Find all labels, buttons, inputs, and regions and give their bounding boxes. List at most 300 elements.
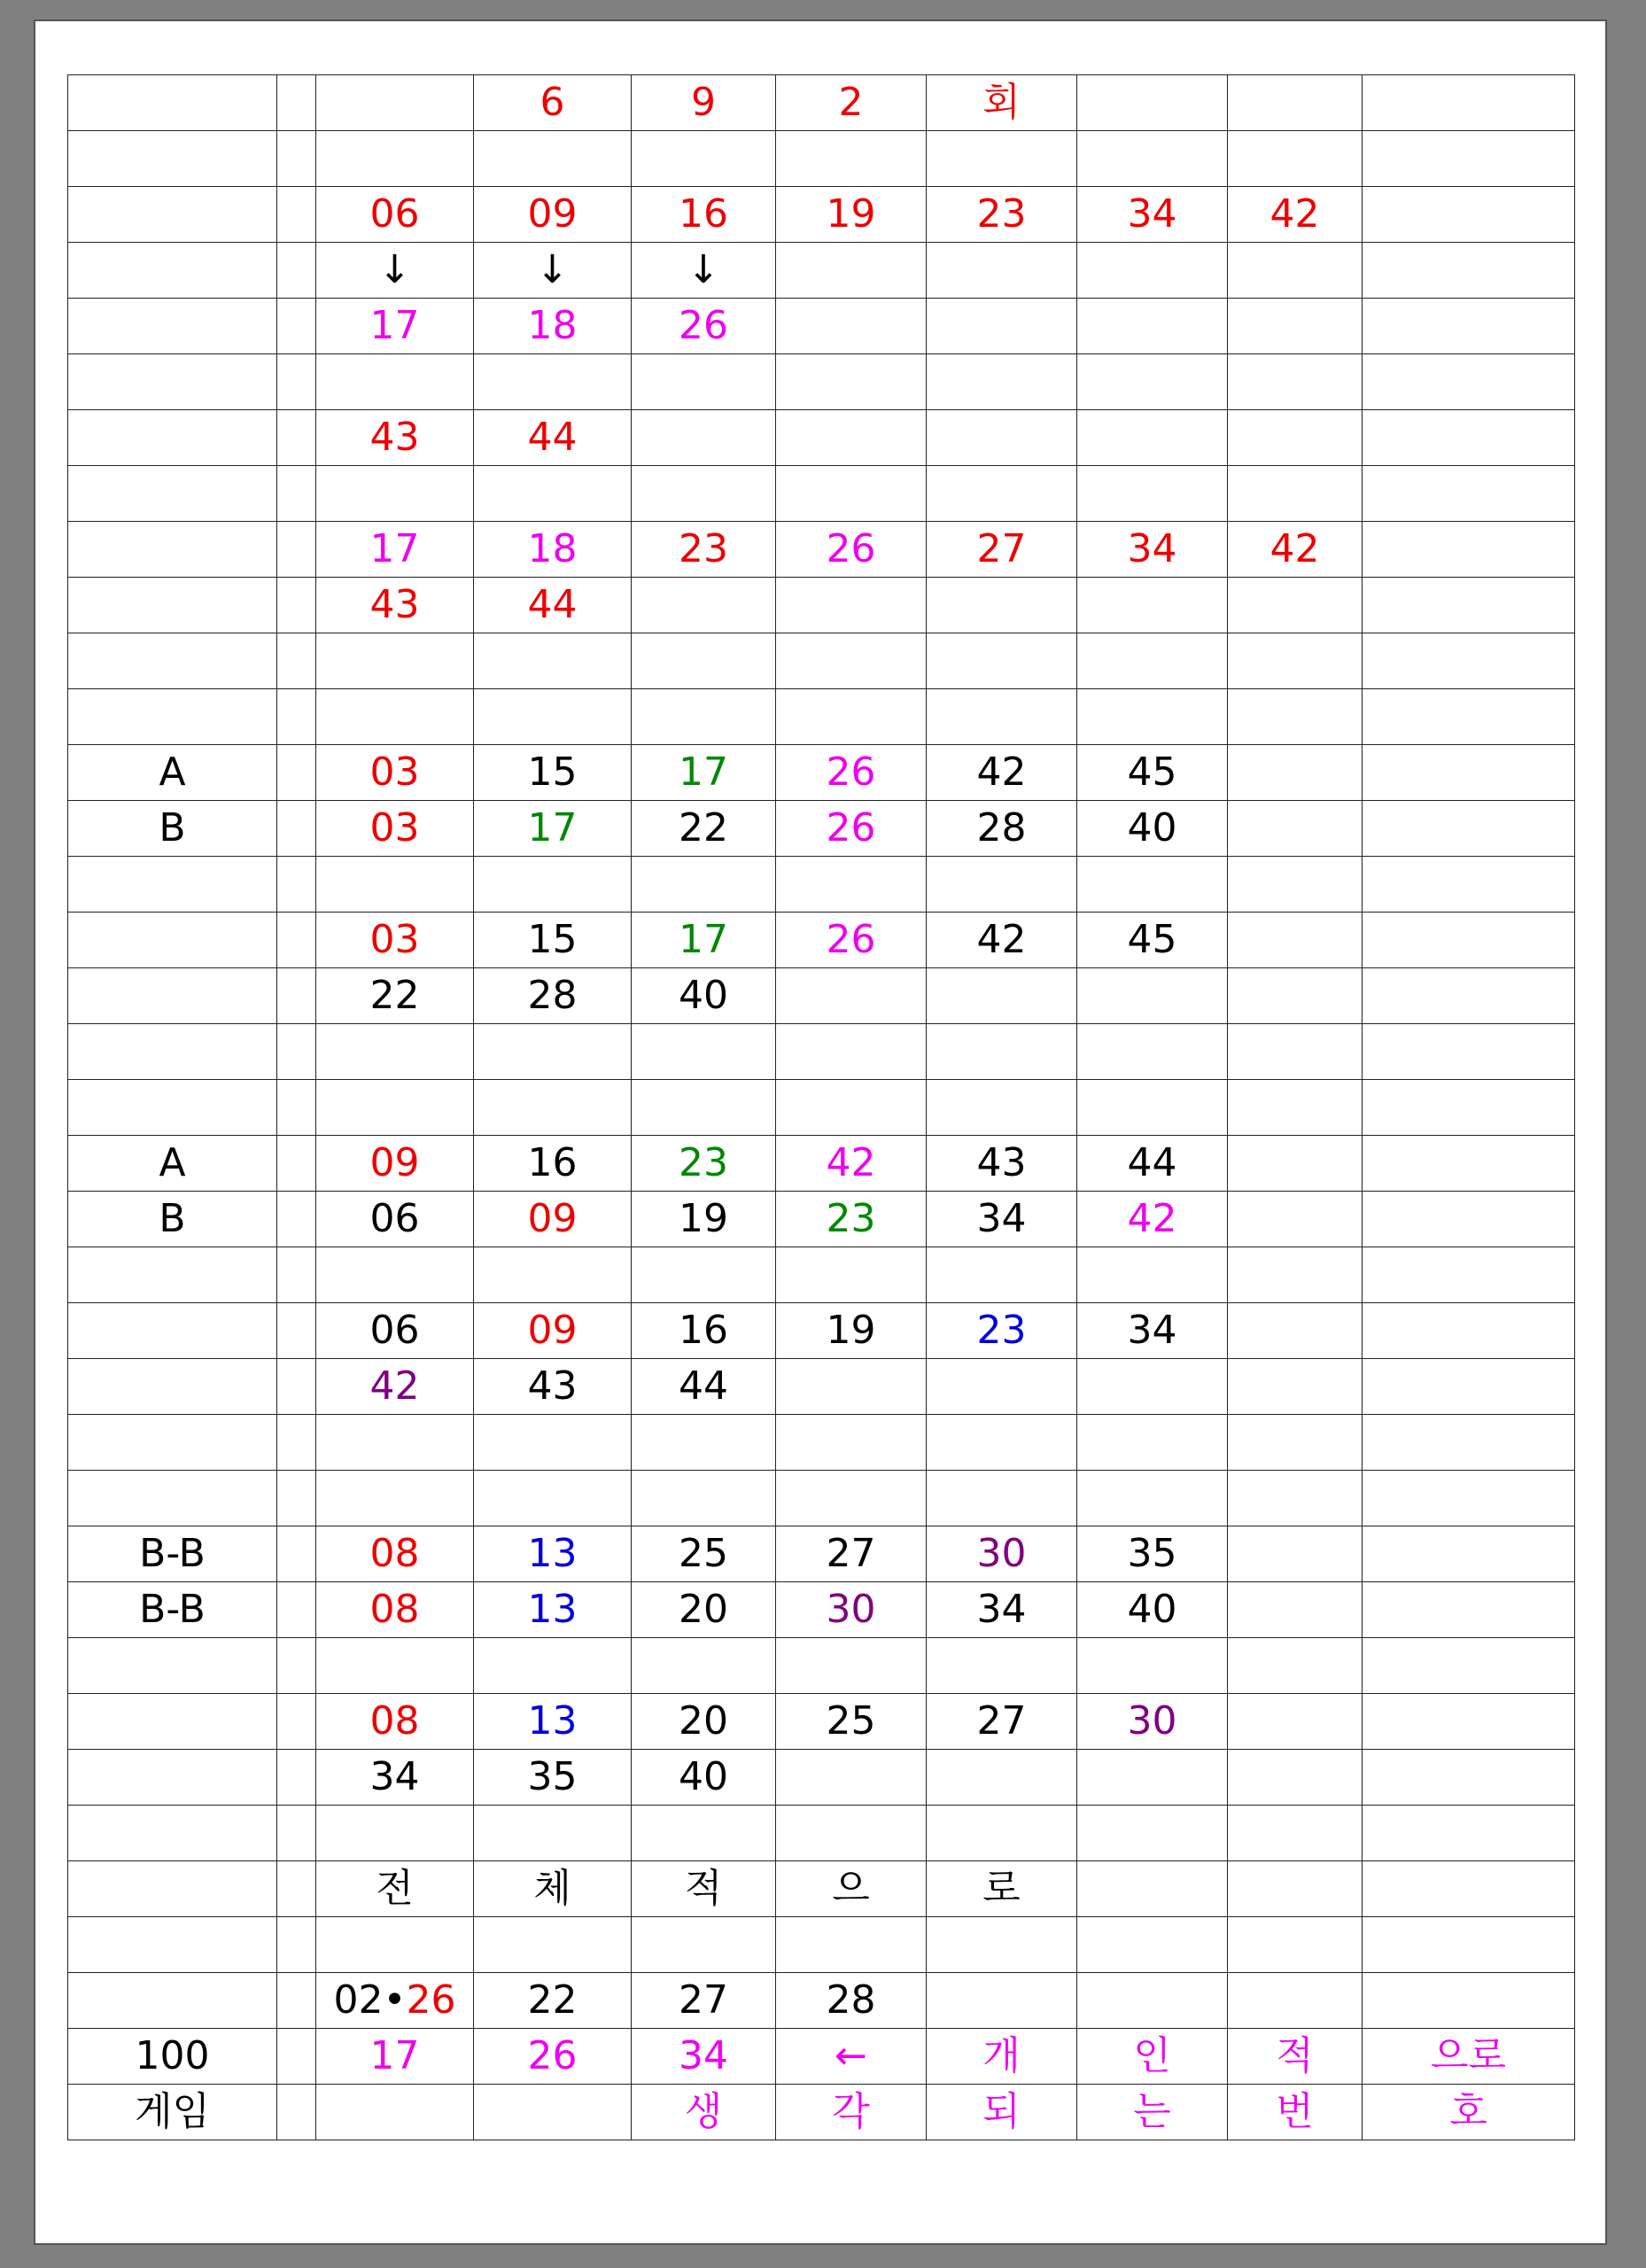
spacer-cell	[277, 466, 316, 522]
table-body	[68, 75, 1575, 2140]
grid-cell	[1228, 2029, 1363, 2085]
row-label: A	[68, 1136, 277, 1192]
grid-cell	[632, 299, 776, 354]
grid-cell	[927, 745, 1077, 801]
spacer-cell	[277, 2085, 316, 2140]
row-label	[68, 1638, 277, 1694]
grid-cell	[1363, 466, 1575, 522]
grid-cell	[927, 1080, 1077, 1136]
grid-cell	[632, 522, 776, 578]
grid-cell	[776, 2029, 927, 2085]
grid-cell	[1077, 1638, 1228, 1694]
grid-cell	[474, 745, 632, 801]
grid-cell	[1228, 913, 1363, 968]
grid-cell	[1228, 1192, 1363, 1247]
grid-cell	[1077, 243, 1228, 299]
spacer-cell	[277, 1415, 316, 1471]
cell-value: 호	[1449, 2089, 1487, 2134]
grid-cell	[316, 243, 474, 299]
grid-cell	[927, 1247, 1077, 1303]
grid-cell	[927, 1638, 1077, 1694]
grid-cell	[632, 578, 776, 633]
cell-value: 03	[369, 917, 420, 962]
spacer-cell	[277, 1973, 316, 2029]
cell-value: 27	[679, 1977, 728, 2023]
cell-value: 43	[369, 415, 420, 460]
row-label	[68, 187, 277, 243]
grid-cell	[316, 1861, 474, 1917]
row-label: A	[68, 745, 277, 801]
grid-cell	[1228, 968, 1363, 1024]
cell-value: 개	[982, 2033, 1021, 2078]
grid-cell	[776, 466, 927, 522]
grid-cell	[632, 1917, 776, 1973]
grid-cell	[927, 968, 1077, 1024]
grid-cell	[316, 1973, 474, 2029]
grid-cell	[776, 689, 927, 745]
grid-cell	[316, 745, 474, 801]
grid-cell	[776, 745, 927, 801]
spacer-cell	[277, 131, 316, 187]
cell-value: 42	[1269, 526, 1320, 571]
cell-value: 42	[1269, 191, 1320, 237]
grid-cell	[1363, 1806, 1575, 1861]
row-label	[68, 1750, 277, 1806]
spacer-cell	[277, 2029, 316, 2085]
grid-cell	[776, 801, 927, 857]
cell-value: 34	[1127, 1308, 1177, 1353]
grid-cell	[474, 522, 632, 578]
spacer-cell	[277, 1471, 316, 1526]
grid-cell	[776, 913, 927, 968]
grid-cell	[1228, 801, 1363, 857]
row-label	[68, 354, 277, 410]
grid-cell	[1228, 1415, 1363, 1471]
grid-cell	[474, 1415, 632, 1471]
cell-value: 44	[527, 582, 578, 627]
spacer-cell	[277, 1247, 316, 1303]
spacer-cell	[277, 578, 316, 633]
table-row	[68, 857, 1575, 913]
table-row	[68, 131, 1575, 187]
grid-cell	[1363, 1136, 1575, 1192]
grid-cell	[1228, 578, 1363, 633]
grid-cell	[474, 1638, 632, 1694]
grid-cell	[927, 354, 1077, 410]
cell-value: 22	[369, 973, 420, 1018]
grid-cell	[776, 299, 927, 354]
cell-value: 34	[369, 1754, 420, 1799]
grid-cell	[316, 299, 474, 354]
cell-value: 회	[982, 80, 1021, 125]
grid-cell	[927, 689, 1077, 745]
table-row	[68, 1806, 1575, 1861]
grid-cell	[474, 410, 632, 466]
cell-value: 44	[679, 1363, 728, 1409]
cell-value: 09	[527, 1196, 578, 1241]
cell-value: 26	[826, 917, 876, 962]
spacer-cell	[277, 75, 316, 131]
grid-cell	[1077, 1024, 1228, 1080]
grid-cell	[316, 1471, 474, 1526]
grid-cell	[1077, 522, 1228, 578]
cell-value: 적	[1276, 2033, 1314, 2078]
table-row	[68, 578, 1575, 633]
cell-value: 34	[1127, 191, 1177, 237]
grid-cell	[632, 1973, 776, 2029]
cell-value: 18	[527, 526, 578, 571]
grid-cell	[474, 1526, 632, 1582]
spacer-cell	[277, 1750, 316, 1806]
grid-cell	[776, 1247, 927, 1303]
table-row	[68, 2029, 1575, 2085]
grid-cell	[316, 801, 474, 857]
grid-cell	[1363, 187, 1575, 243]
grid-cell	[1077, 1973, 1228, 2029]
grid-cell	[474, 187, 632, 243]
grid-cell	[1077, 75, 1228, 131]
spacer-cell	[277, 1806, 316, 1861]
grid-cell	[316, 2085, 474, 2140]
row-label	[68, 299, 277, 354]
table-row	[68, 1247, 1575, 1303]
spacer-cell	[277, 187, 316, 243]
table-row	[68, 1526, 1575, 1582]
grid-cell	[927, 1303, 1077, 1359]
grid-cell	[927, 1694, 1077, 1750]
row-label	[68, 1917, 277, 1973]
row-label	[68, 243, 277, 299]
grid-cell	[632, 1024, 776, 1080]
grid-cell	[474, 1192, 632, 1247]
cell-value: 44	[527, 415, 578, 460]
grid-cell	[1077, 410, 1228, 466]
grid-cell	[776, 1806, 927, 1861]
grid-cell	[474, 299, 632, 354]
grid-cell	[1228, 1526, 1363, 1582]
cell-value: 25	[679, 1531, 728, 1576]
grid-cell	[927, 1359, 1077, 1415]
grid-cell	[474, 243, 632, 299]
spacer-cell	[277, 410, 316, 466]
grid-cell	[776, 410, 927, 466]
cell-value: 09	[369, 1140, 420, 1185]
grid-cell	[1077, 1750, 1228, 1806]
row-label	[68, 1806, 277, 1861]
cell-value: 18	[527, 303, 578, 348]
grid-cell	[632, 1303, 776, 1359]
cell-value: 전	[376, 1866, 414, 1911]
grid-cell	[1363, 1750, 1575, 1806]
table-row	[68, 913, 1575, 968]
grid-cell	[776, 1526, 927, 1582]
grid-cell	[316, 1080, 474, 1136]
grid-cell	[474, 913, 632, 968]
cell-value: 15	[527, 750, 578, 795]
grid-cell	[1228, 1080, 1363, 1136]
cell-value: 로	[982, 1866, 1021, 1911]
grid-cell	[1228, 1638, 1363, 1694]
cell-value: 28	[527, 973, 578, 1018]
grid-cell	[1077, 2029, 1228, 2085]
grid-cell	[927, 2029, 1077, 2085]
grid-cell	[927, 1917, 1077, 1973]
grid-cell	[776, 1694, 927, 1750]
grid-cell	[632, 2029, 776, 2085]
grid-cell	[1363, 1973, 1575, 2029]
cell-value: 40	[1127, 1587, 1177, 1632]
cell-value: 26	[406, 1977, 456, 2023]
cell-value: 26	[826, 805, 876, 850]
grid-cell	[927, 2085, 1077, 2140]
grid-cell	[632, 689, 776, 745]
grid-cell	[474, 578, 632, 633]
spacer-cell	[277, 1192, 316, 1247]
grid-cell	[632, 1861, 776, 1917]
cell-value: ←	[835, 2033, 867, 2078]
grid-cell	[927, 857, 1077, 913]
grid-cell	[776, 1471, 927, 1526]
grid-cell	[927, 299, 1077, 354]
grid-cell	[632, 857, 776, 913]
cell-value: 45	[1127, 750, 1177, 795]
spacer-cell	[277, 1917, 316, 1973]
grid-cell	[1363, 243, 1575, 299]
cell-value: 08	[369, 1587, 420, 1632]
cell-value: 13	[527, 1587, 578, 1632]
cell-value: 26	[527, 2033, 578, 2078]
grid-cell	[1077, 1303, 1228, 1359]
grid-cell	[1077, 466, 1228, 522]
grid-cell	[1363, 522, 1575, 578]
grid-cell	[1077, 801, 1228, 857]
grid-cell	[316, 1750, 474, 1806]
grid-cell	[316, 1917, 474, 1973]
spacer-cell	[277, 745, 316, 801]
grid-cell	[1363, 913, 1575, 968]
row-label: B	[68, 801, 277, 857]
table-row	[68, 1024, 1575, 1080]
grid-cell	[632, 1750, 776, 1806]
grid-cell	[1228, 857, 1363, 913]
grid-cell	[776, 1080, 927, 1136]
grid-cell	[927, 913, 1077, 968]
grid-cell	[1228, 1582, 1363, 1638]
cell-value: 43	[369, 582, 420, 627]
grid-cell	[927, 1806, 1077, 1861]
grid-cell	[776, 1638, 927, 1694]
grid-cell	[632, 1806, 776, 1861]
grid-cell	[316, 1192, 474, 1247]
grid-cell	[316, 522, 474, 578]
grid-cell	[474, 801, 632, 857]
cell-value: ↓	[378, 247, 411, 292]
grid-cell	[632, 1415, 776, 1471]
grid-cell	[927, 410, 1077, 466]
cell-value: ↓	[536, 247, 569, 292]
cell-value: 06	[369, 191, 420, 237]
cell-value: 34	[1127, 526, 1177, 571]
grid-cell	[632, 466, 776, 522]
grid-cell	[1077, 857, 1228, 913]
table-row	[68, 1136, 1575, 1192]
spacer-cell	[277, 522, 316, 578]
grid-cell	[1228, 745, 1363, 801]
grid-cell	[474, 466, 632, 522]
grid-cell	[1363, 1526, 1575, 1582]
grid-cell	[1077, 745, 1228, 801]
grid-cell	[1363, 1303, 1575, 1359]
grid-cell	[776, 857, 927, 913]
cell-value: 08	[369, 1698, 420, 1744]
grid-cell	[632, 745, 776, 801]
cell-value: 체	[533, 1866, 571, 1911]
row-label	[68, 1247, 277, 1303]
grid-cell	[316, 1024, 474, 1080]
cell-value: 42	[826, 1140, 876, 1185]
table-row	[68, 243, 1575, 299]
table-row	[68, 75, 1575, 131]
table-row	[68, 968, 1575, 1024]
cell-value: 23	[826, 1196, 876, 1241]
table-row	[68, 354, 1575, 410]
grid-cell	[927, 1526, 1077, 1582]
grid-cell	[1228, 1694, 1363, 1750]
grid-cell	[1077, 187, 1228, 243]
grid-cell	[776, 131, 927, 187]
row-label: B-B	[68, 1582, 277, 1638]
grid-cell	[474, 633, 632, 689]
grid-cell	[316, 466, 474, 522]
grid-cell	[316, 1136, 474, 1192]
spacer-cell	[277, 1582, 316, 1638]
grid-cell	[316, 2029, 474, 2085]
grid-cell	[1228, 243, 1363, 299]
table-row	[68, 1359, 1575, 1415]
grid-cell	[1077, 1861, 1228, 1917]
table-row	[68, 633, 1575, 689]
grid-cell	[474, 1471, 632, 1526]
spacer-cell	[277, 1526, 316, 1582]
table-row	[68, 1192, 1575, 1247]
grid-cell	[1228, 466, 1363, 522]
spacer-cell	[277, 1024, 316, 1080]
grid-cell	[632, 243, 776, 299]
grid-cell	[474, 1917, 632, 1973]
cell-value: 23	[679, 1140, 728, 1185]
grid-cell	[1363, 745, 1575, 801]
grid-cell	[474, 75, 632, 131]
spacer-cell	[277, 1136, 316, 1192]
table-row	[68, 466, 1575, 522]
row-label	[68, 1024, 277, 1080]
cell-value: 22	[527, 1977, 578, 2023]
cell-value: 각	[832, 2089, 870, 2134]
grid-cell	[1077, 578, 1228, 633]
grid-cell	[474, 2029, 632, 2085]
cell-value: 19	[679, 1196, 728, 1241]
grid-cell	[474, 354, 632, 410]
cell-value: 16	[679, 1308, 728, 1353]
grid-cell	[776, 1359, 927, 1415]
row-label	[68, 75, 277, 131]
cell-value: 44	[1127, 1140, 1177, 1185]
table-row	[68, 1861, 1575, 1917]
cell-value: 13	[527, 1531, 578, 1576]
cell-value: 생	[684, 2089, 723, 2134]
spacer-cell	[277, 299, 316, 354]
grid-cell	[1077, 131, 1228, 187]
cell-value: 26	[679, 303, 728, 348]
grid-cell	[1077, 689, 1228, 745]
grid-cell	[1077, 1806, 1228, 1861]
grid-cell	[474, 1024, 632, 1080]
row-label: B	[68, 1192, 277, 1247]
grid-cell	[1363, 1917, 1575, 1973]
cell-value: 30	[826, 1587, 876, 1632]
grid-cell	[776, 1415, 927, 1471]
grid-cell	[632, 1136, 776, 1192]
cell-value: 으로	[1430, 2033, 1506, 2078]
grid-cell	[1363, 801, 1575, 857]
grid-cell	[776, 633, 927, 689]
grid-cell	[1228, 410, 1363, 466]
grid-cell	[927, 1582, 1077, 1638]
spacer-cell	[277, 1861, 316, 1917]
grid-cell	[927, 633, 1077, 689]
cell-value: 으	[832, 1866, 870, 1911]
cell-value: 08	[369, 1531, 420, 1576]
spacer-cell	[277, 857, 316, 913]
cell-value: 06	[369, 1308, 420, 1353]
row-label	[68, 131, 277, 187]
grid-cell	[1228, 131, 1363, 187]
grid-cell	[1363, 2085, 1575, 2140]
grid-cell	[1228, 187, 1363, 243]
grid-cell	[927, 187, 1077, 243]
grid-cell	[1363, 1861, 1575, 1917]
grid-cell	[474, 1806, 632, 1861]
cell-value: 23	[976, 191, 1027, 237]
grid-cell	[1363, 299, 1575, 354]
spacer-cell	[277, 1359, 316, 1415]
grid-cell	[776, 75, 927, 131]
grid-cell	[1363, 1192, 1575, 1247]
grid-cell	[474, 1750, 632, 1806]
table-row	[68, 1471, 1575, 1526]
cell-value: 20	[679, 1698, 728, 1744]
spacer-cell	[277, 968, 316, 1024]
grid-cell	[632, 1694, 776, 1750]
grid-cell	[1228, 689, 1363, 745]
row-label	[68, 689, 277, 745]
cell-value: 42	[1127, 1196, 1177, 1241]
grid-cell	[316, 354, 474, 410]
table-row	[68, 801, 1575, 857]
grid-cell	[776, 1582, 927, 1638]
grid-cell	[316, 1526, 474, 1582]
cell-value: 02•	[333, 1977, 407, 2023]
grid-cell	[1363, 410, 1575, 466]
grid-cell	[776, 1861, 927, 1917]
grid-cell	[1228, 1359, 1363, 1415]
grid-cell	[1363, 1638, 1575, 1694]
grid-cell	[474, 1973, 632, 2029]
grid-cell	[1363, 857, 1575, 913]
grid-cell	[632, 1247, 776, 1303]
cell-value: 27	[976, 526, 1027, 571]
spacer-cell	[277, 1080, 316, 1136]
